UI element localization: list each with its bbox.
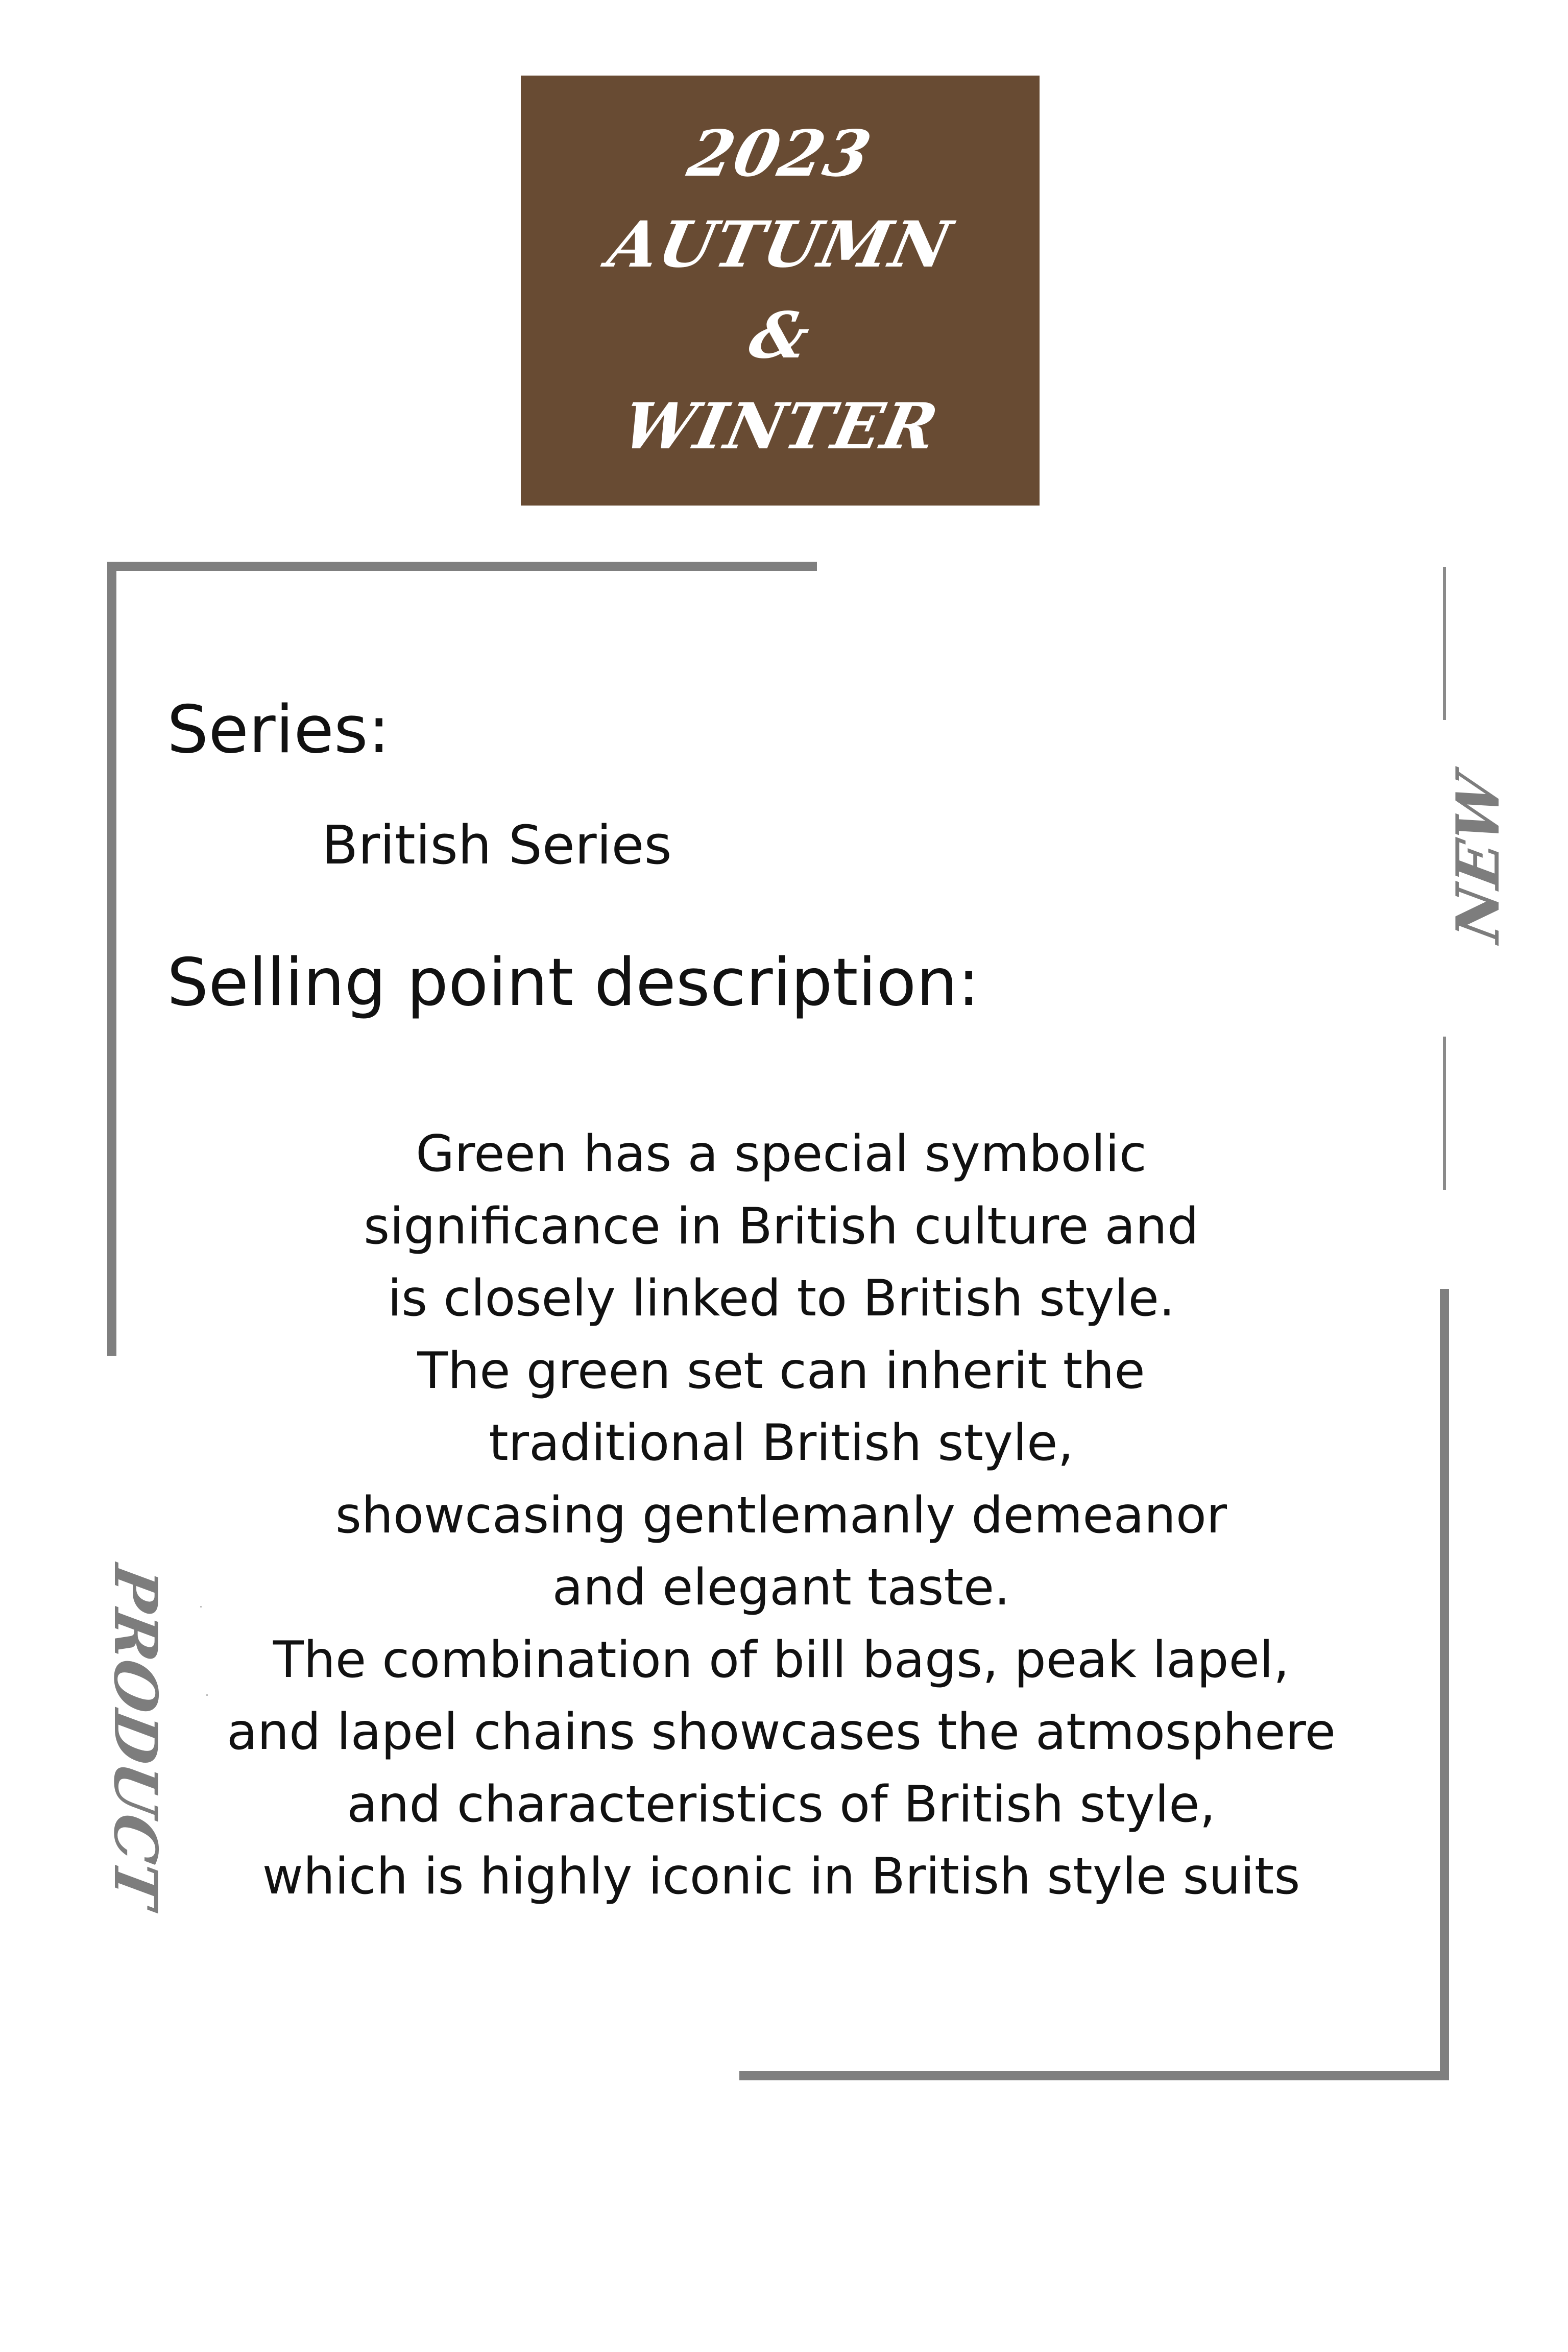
frame-right-upper-line — [1443, 567, 1446, 720]
description-line: significance in British culture and — [364, 1197, 1199, 1256]
season-ampersand: & — [743, 299, 817, 373]
description-line: The combination of bill bags, peak lapel, — [273, 1630, 1290, 1689]
selling-point-label: Selling point description: — [167, 945, 980, 1021]
description-line: and elegant taste. — [552, 1558, 1010, 1617]
season-title-box — [521, 76, 1040, 506]
season-autumn: AUTUMN — [602, 208, 959, 282]
frame-left-line — [107, 562, 116, 1356]
season-year: 2023 — [682, 117, 879, 191]
series-value: British Series — [322, 814, 672, 876]
decorative-speck — [206, 1694, 208, 1696]
selling-point-description — [184, 1118, 1379, 1913]
description-line: The green set can inherit the — [417, 1341, 1145, 1400]
description-line: which is highly iconic in British style suits — [262, 1847, 1300, 1906]
description-line: traditional British style, — [489, 1414, 1074, 1472]
product-vertical-label: PRODUCT — [101, 1560, 170, 1912]
frame-right-lower-line — [1440, 1289, 1449, 2080]
description-line: and lapel chains showcases the atmosphere — [226, 1703, 1336, 1761]
new-vertical-label: NEW — [1443, 769, 1513, 947]
description-line: showcasing gentlemanly demeanor — [335, 1486, 1227, 1545]
description-line: is closely linked to British style. — [387, 1269, 1175, 1328]
season-winter: WINTER — [616, 390, 945, 464]
decorative-speck — [200, 1606, 202, 1607]
frame-bottom-line — [739, 2071, 1449, 2080]
frame-right-middle-line — [1443, 1037, 1446, 1190]
frame-top-line — [107, 562, 817, 571]
description-line: and characteristics of British style, — [347, 1775, 1216, 1834]
description-line: Green has a special symbolic — [416, 1125, 1147, 1183]
series-label: Series: — [167, 692, 390, 768]
